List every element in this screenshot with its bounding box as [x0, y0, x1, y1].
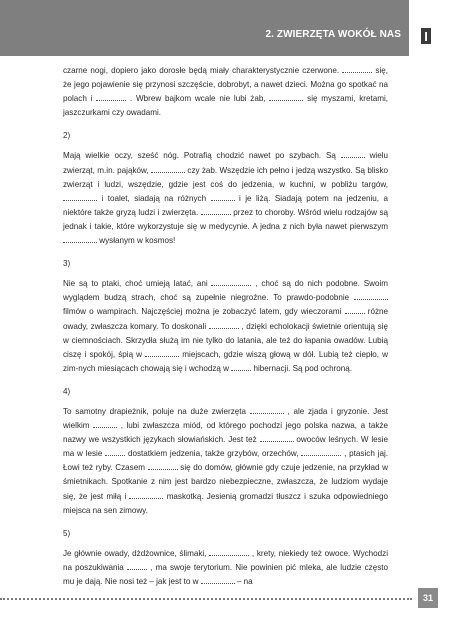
- blank-field: [211, 199, 235, 201]
- text-fragment: hibernacji. Są pod ochroną.: [253, 363, 353, 373]
- blank-field: [301, 454, 341, 456]
- paragraph-3: [63, 277, 388, 376]
- text-fragment: i toalet, siadają na różnych: [101, 193, 207, 203]
- text-fragment: To samotny drapieżnik, poluje na duże zwierzęta: [63, 406, 246, 416]
- blank-field: [209, 554, 249, 556]
- chapter-title: 2. ZWIERZĘTA WOKÓŁ NAS: [265, 29, 401, 40]
- text-fragment: Nie są to ptaki, choć umieją latać, ani: [63, 279, 208, 289]
- text-fragment: , ptasich jaj. Łowi też ryby. Czasem: [63, 449, 388, 473]
- text-fragment: – na: [236, 577, 253, 586]
- text-fragment: . Wbrew bajkom wcale nie lubi: [130, 94, 247, 104]
- section-number: 2): [63, 131, 71, 141]
- text-fragment: dostatkiem jedzenia, także grzybów, orzechów,: [127, 449, 299, 459]
- text-fragment: czy żab. Wszędzie ich pełno i jedzą wszystko. Są blisko zwierząt i ludzi, wszędzie, gdzie jest coś do jedzenia, w kuchni, w pobliżu targów,: [63, 165, 389, 189]
- section-number: 5): [63, 528, 71, 538]
- blank-field: [127, 568, 147, 570]
- text-fragment: , ale zjada i gryzonie. Jest wielkim: [63, 406, 388, 431]
- paragraph-2: [63, 149, 388, 248]
- blank-field: [345, 312, 365, 314]
- blank-field: [201, 213, 231, 215]
- blank-field: [145, 355, 179, 357]
- blank-field: [354, 298, 388, 300]
- footer-dotted-line: [0, 598, 412, 600]
- blank-field: [269, 99, 303, 101]
- header-bar: [0, 0, 409, 56]
- text-fragment: filmów o wampirach. Najczęściej można je zobaczyć latem, gdy wieczorami: [63, 307, 342, 317]
- blank-field: [96, 99, 126, 101]
- text-fragment: czarne nogi, dopiero jako dorosłe będą miały charakterystycznie czerwone.: [63, 66, 340, 75]
- blank-field: [211, 284, 251, 286]
- blank-field: [105, 454, 125, 456]
- blank-field: [63, 199, 97, 201]
- blank-field: [63, 241, 97, 243]
- text-fragment: , choć są do nich podobne. Swoim wyglądem budzą strach, choć są zupełnie niegroźne. To prawdo-podobnie: [63, 279, 388, 303]
- paragraph-1: [63, 64, 388, 120]
- blank-field: [231, 369, 251, 371]
- section-number: 4): [63, 386, 71, 396]
- text-fragment: się, że jego pojawienie się przynosi szczęście, dobrobyt, a nawet: [63, 66, 389, 90]
- text-fragment: się myszami, kretami, jaszczurkami czy owadami.: [63, 94, 389, 118]
- blank-field: [341, 156, 365, 158]
- chapter-marker: I: [421, 28, 431, 44]
- text-fragment: Je głównie owady, dżdżownice, ślimaki,: [63, 548, 207, 558]
- text-fragment: , lubi zwłaszcza miód, od którego pochodzi jego polska nazwa, a także nazwy we wszystkich językach słowiańskich. Jest też: [63, 421, 389, 445]
- text-fragment: , krety, niekiedy też owoce. Wychodzi na poszukiwania: [63, 548, 389, 572]
- blank-field: [250, 412, 284, 414]
- blank-field: [342, 71, 372, 73]
- blank-field: [93, 426, 117, 428]
- blank-field: [260, 440, 294, 442]
- text-fragment: żab,: [250, 94, 266, 104]
- page-content: [63, 64, 388, 589]
- blank-field: [129, 497, 163, 499]
- blank-field: [209, 327, 239, 329]
- text-fragment: dzieci. Można go spotkać na polach i: [63, 80, 388, 104]
- blank-field: [148, 468, 178, 470]
- blank-field: [201, 582, 235, 584]
- text-fragment: owoców leśnych. W lesie ma w lesie: [63, 435, 389, 459]
- text-fragment: i je liżą. Siadają potem na jedzeniu, a niektóre także gryzą ludzi i zwierzęta.: [63, 193, 388, 217]
- text-fragment: miejscach, gdzie wiszą głową w dół. Lubią też ciepło, w zim-nych miesiącach chowają się i wchodzą w: [63, 349, 389, 373]
- text-fragment: , dzięki echolokacji świetnie orientują się w ciemnościach. Skrzydła służą im nie tylko do latania, ale też do łapania owadów. Lubią ciszę i spokój, śpią w: [63, 321, 388, 359]
- text-fragment: wielu zwierząt, m.in. pająków,: [63, 151, 389, 175]
- text-fragment: maskotką. Jesienią gromadzi tłuszcz i szuka odpowiedniego miejsca na sen zimowy.: [63, 491, 388, 515]
- page-number: 31: [418, 588, 438, 608]
- text-fragment: , ma swoje terytorium. Nie powinien pić mleka, ale ludzie często mu je dają. Nie nosi też – jak jest to w: [63, 562, 389, 586]
- paragraph-4: [63, 405, 388, 518]
- blank-field: [151, 171, 185, 173]
- text-fragment: różne owady, zwłaszcza komary. To doskonali: [63, 307, 389, 331]
- paragraph-5: [63, 547, 388, 589]
- text-fragment: przez to choroby. Wśród wielu rodzajów są jednak i takie, które wykorzystuje się w medycynie. A jedna z nich była nawet pierwszym: [63, 207, 388, 231]
- section-number: 3): [63, 259, 71, 269]
- header-tab-area: [409, 0, 453, 56]
- text-fragment: Mają wielkie oczy, sześć nóg. Potrafią chodzić nawet po szybach. Są: [63, 151, 336, 161]
- text-fragment: się do domów, głównie gdy czuje jedzenie, na przykład w śmietnikach. Spotkanie z nim jest bardzo niebezpieczne, zwłaszcza, że ludziom wydaje się, że jest miłą i: [63, 463, 389, 501]
- text-fragment: wysłanym w kosmos!: [99, 236, 176, 246]
